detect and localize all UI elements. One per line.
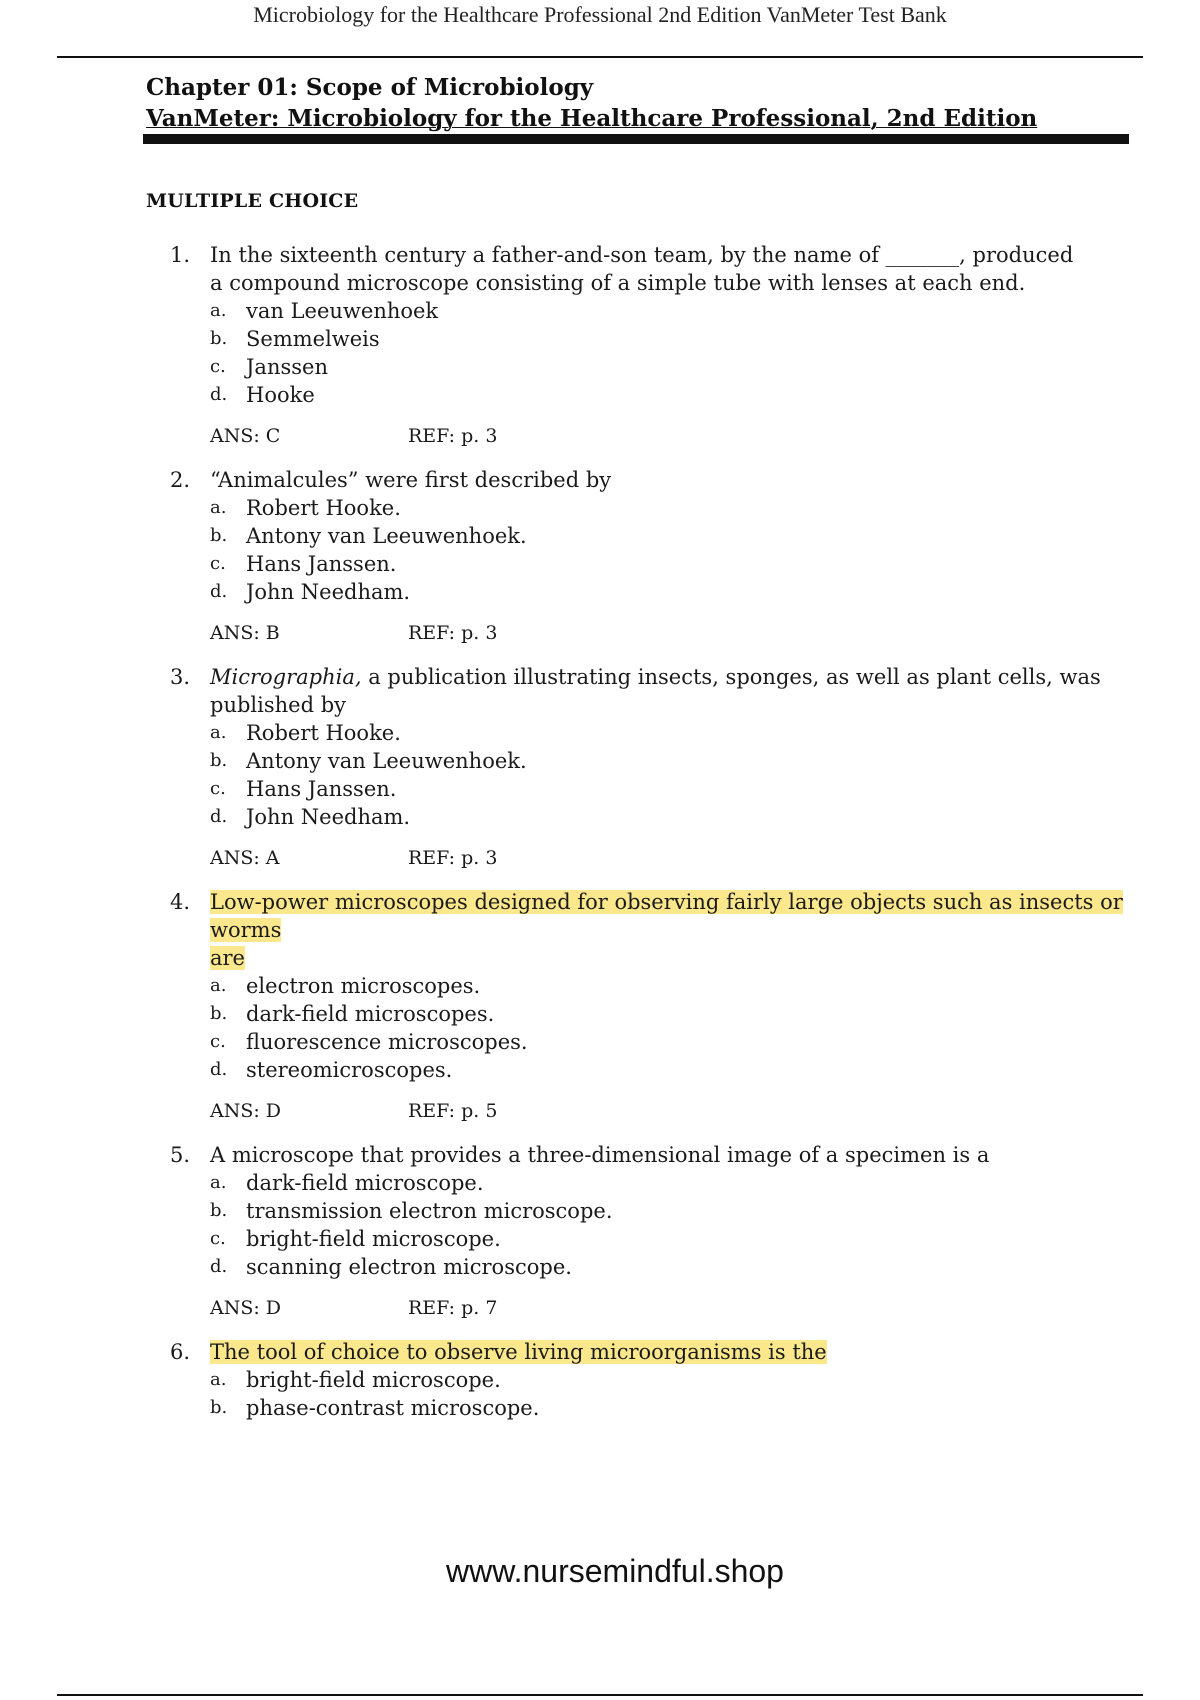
option-b <box>210 1000 1130 1028</box>
page-reference: REF: p. 3 <box>408 622 498 644</box>
option-letter: b. <box>210 750 228 771</box>
option-letter: d. <box>210 581 228 602</box>
answer-reference <box>210 1098 1130 1124</box>
question-stem: A microscope that provides a three-dimensional image of a specimen is a <box>210 1143 990 1167</box>
option-c <box>210 353 1130 381</box>
option-text: Antony van Leeuwenhoek. <box>246 749 527 773</box>
chapter-heading <box>146 72 1128 134</box>
section-heading: MULTIPLE CHOICE <box>146 190 359 212</box>
question-stem <box>210 663 1130 719</box>
question-number: 3. <box>170 665 191 689</box>
answer-reference <box>210 423 1130 449</box>
option-letter: d. <box>210 1059 228 1080</box>
page-reference: REF: p. 3 <box>408 847 498 869</box>
option-text: scanning electron microscope. <box>246 1255 572 1279</box>
stem-line: a compound microscope consisting of a simple tube with lenses at each end. <box>210 271 1026 295</box>
option-text: dark-field microscope. <box>246 1171 484 1195</box>
option-b <box>210 747 1130 775</box>
option-letter: a. <box>210 975 227 996</box>
option-text: Antony van Leeuwenhoek. <box>246 524 527 548</box>
question-stem <box>210 241 1130 297</box>
answer-reference <box>210 620 1130 646</box>
chapter-title: Chapter 01: Scope of Microbiology <box>146 74 594 101</box>
question-5 <box>170 1141 1130 1321</box>
highlighted-stem-line: are <box>210 946 245 970</box>
option-list <box>210 1169 1130 1281</box>
option-text: Hans Janssen. <box>246 552 397 576</box>
question-stem <box>210 888 1130 972</box>
option-d <box>210 803 1130 831</box>
answer-key: ANS: C <box>210 425 281 447</box>
highlighted-stem-line: Low-power microscopes designed for observing fairly large objects such as insects or <box>210 890 1123 914</box>
option-d <box>210 381 1130 409</box>
question-list <box>170 241 1130 1439</box>
option-list <box>210 1366 1130 1422</box>
option-text: John Needham. <box>246 805 411 829</box>
question-stem: “Animalcules” were first described by <box>210 468 612 492</box>
option-text: Robert Hooke. <box>246 721 401 745</box>
option-text: bright-field microscope. <box>246 1227 501 1251</box>
option-c <box>210 1225 1130 1253</box>
answer-key: ANS: B <box>210 622 280 644</box>
title-divider-bar <box>143 134 1129 144</box>
page-reference: REF: p. 5 <box>408 1100 498 1122</box>
option-letter: c. <box>210 778 226 799</box>
question-3 <box>170 663 1130 871</box>
option-letter: a. <box>210 722 227 743</box>
highlighted-stem-line: The tool of choice to observe living microorganisms is the <box>210 1340 827 1364</box>
option-d <box>210 1056 1130 1084</box>
question-stem <box>210 1338 1130 1366</box>
option-letter: b. <box>210 1003 228 1024</box>
footer-rule <box>57 1694 1143 1696</box>
option-letter: d. <box>210 1256 228 1277</box>
stem-text: a publication illustrating insects, sponges, as well as plant cells, was published by <box>210 665 1101 717</box>
option-b <box>210 1394 1130 1422</box>
answer-reference <box>210 845 1130 871</box>
question-2 <box>170 466 1130 646</box>
option-text: dark-field microscopes. <box>246 1002 495 1026</box>
option-b <box>210 522 1130 550</box>
footer-url: www.nursemindful.shop <box>446 1553 784 1589</box>
running-header: Microbiology for the Healthcare Professional 2nd Edition VanMeter Test Bank <box>253 2 947 27</box>
header-rule <box>57 56 1143 58</box>
option-letter: d. <box>210 806 228 827</box>
question-number: 1. <box>170 243 191 267</box>
option-letter: a. <box>210 1172 227 1193</box>
answer-key: ANS: D <box>210 1100 282 1122</box>
option-text: electron microscopes. <box>246 974 481 998</box>
option-text: transmission electron microscope. <box>246 1199 613 1223</box>
question-4 <box>170 888 1130 1124</box>
page-reference: REF: p. 7 <box>408 1297 498 1319</box>
publication-title: Micrographia, <box>210 665 362 689</box>
question-1 <box>170 241 1130 449</box>
highlighted-stem-line: worms <box>210 918 282 942</box>
page-reference: REF: p. 3 <box>408 425 498 447</box>
option-letter: d. <box>210 384 228 405</box>
option-letter: a. <box>210 497 227 518</box>
book-title: VanMeter: Microbiology for the Healthcare Professional, 2nd Edition <box>146 105 1038 132</box>
answer-reference <box>210 1295 1130 1321</box>
option-text: fluorescence microscopes. <box>246 1030 528 1054</box>
option-c <box>210 1028 1130 1056</box>
option-text: Semmelweis <box>246 327 380 351</box>
option-list <box>210 494 1130 606</box>
question-number: 2. <box>170 468 191 492</box>
option-c <box>210 550 1130 578</box>
option-a <box>210 972 1130 1000</box>
option-text: Robert Hooke. <box>246 496 401 520</box>
option-text: Janssen <box>246 355 328 379</box>
answer-key: ANS: D <box>210 1297 282 1319</box>
option-text: phase-contrast microscope. <box>246 1396 540 1420</box>
option-b <box>210 1197 1130 1225</box>
question-6 <box>170 1338 1130 1422</box>
question-number: 4. <box>170 890 191 914</box>
option-letter: c. <box>210 553 226 574</box>
option-d <box>210 1253 1130 1281</box>
question-number: 5. <box>170 1143 191 1167</box>
option-text: van Leeuwenhoek <box>246 299 439 323</box>
option-text: stereomicroscopes. <box>246 1058 453 1082</box>
option-letter: b. <box>210 1397 228 1418</box>
option-a <box>210 1366 1130 1394</box>
question-number: 6. <box>170 1340 191 1364</box>
option-b <box>210 325 1130 353</box>
option-text: Hans Janssen. <box>246 777 397 801</box>
option-text: John Needham. <box>246 580 411 604</box>
option-a <box>210 494 1130 522</box>
answer-key: ANS: A <box>210 847 280 869</box>
option-a <box>210 1169 1130 1197</box>
option-c <box>210 775 1130 803</box>
option-letter: b. <box>210 1200 228 1221</box>
option-a <box>210 719 1130 747</box>
option-list <box>210 719 1130 831</box>
option-list <box>210 297 1130 409</box>
option-letter: c. <box>210 1228 226 1249</box>
option-text: Hooke <box>246 383 315 407</box>
option-letter: b. <box>210 328 228 349</box>
stem-line: In the sixteenth century a father-and-son team, by the name of _______, produced <box>210 243 1074 267</box>
option-letter: c. <box>210 1031 226 1052</box>
option-a <box>210 297 1130 325</box>
option-letter: b. <box>210 525 228 546</box>
option-list <box>210 972 1130 1084</box>
option-letter: a. <box>210 1369 227 1390</box>
option-d <box>210 578 1130 606</box>
option-text: bright-field microscope. <box>246 1368 501 1392</box>
option-letter: c. <box>210 356 226 377</box>
option-letter: a. <box>210 300 227 321</box>
